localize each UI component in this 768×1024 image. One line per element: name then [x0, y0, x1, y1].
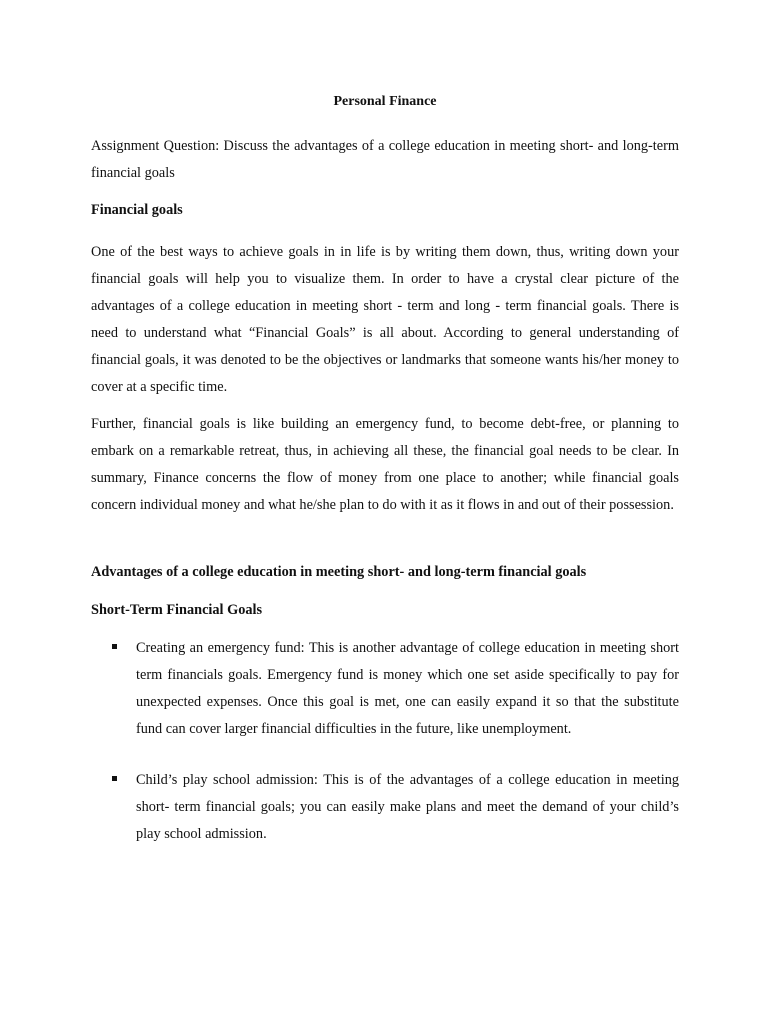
- paragraph-financial-goals-2: Further, financial goals is like building an emergency fund, to become debt-free, or planning to embark on a remarkable retreat, thus, in achieving all these, the financial goal needs to be clear. In summary, Finance concerns the flow of money from one place to another; while financial goals concern individual money and what he/she plan to do with it as it flows in and out of their possession.: [91, 416, 679, 513]
- bullet-text-play-school: Child’s play school admission: This is of the advantages of a college education in meeting short- term financial goals; you can easily make plans and meet the demand of your child’s play school admission.: [136, 772, 679, 842]
- section-heading-advantages: Advantages of a college education in meeting short- and long-term financial goals: [91, 564, 587, 580]
- square-bullet-icon: [112, 776, 117, 781]
- square-bullet-icon: [112, 644, 117, 649]
- spacer: [91, 529, 679, 563]
- paragraph-financial-goals-1: One of the best ways to achieve goals in in life is by writing them down, thus, writing down your financial goals will help you to visualize them. In order to have a crystal clear picture of the advantages of a college education in meeting short - term and long - term financial goals. There is need to understand what “Financial Goals” is all about. According to general understanding of financial goals, it was denoted to be the objectives or landmarks that someone wants his/her money to cover at a specific time.: [91, 244, 679, 395]
- list-item: [91, 635, 679, 743]
- subheading-short-term: Short-Term Financial Goals: [91, 602, 263, 618]
- bullet-text-emergency-fund: Creating an emergency fund: This is another advantage of college education in meeting short term financials goals. Emergency fund is money which one set aside specifically to pay for unexpected expenses. Once this goal is met, one can easily expand it so that the substitute fund can cover larger financial difficulties in the future, like unemployment.: [136, 640, 679, 737]
- assignment-question: Assignment Question: Discuss the advantages of a college education in meeting short- and long-term financial goals: [91, 138, 679, 181]
- bullet-list-short-term: [91, 635, 679, 848]
- list-item: [91, 767, 679, 848]
- document-page: [91, 93, 679, 872]
- document-title: Personal Finance: [333, 94, 437, 109]
- section-heading-financial-goals: Financial goals: [91, 202, 183, 218]
